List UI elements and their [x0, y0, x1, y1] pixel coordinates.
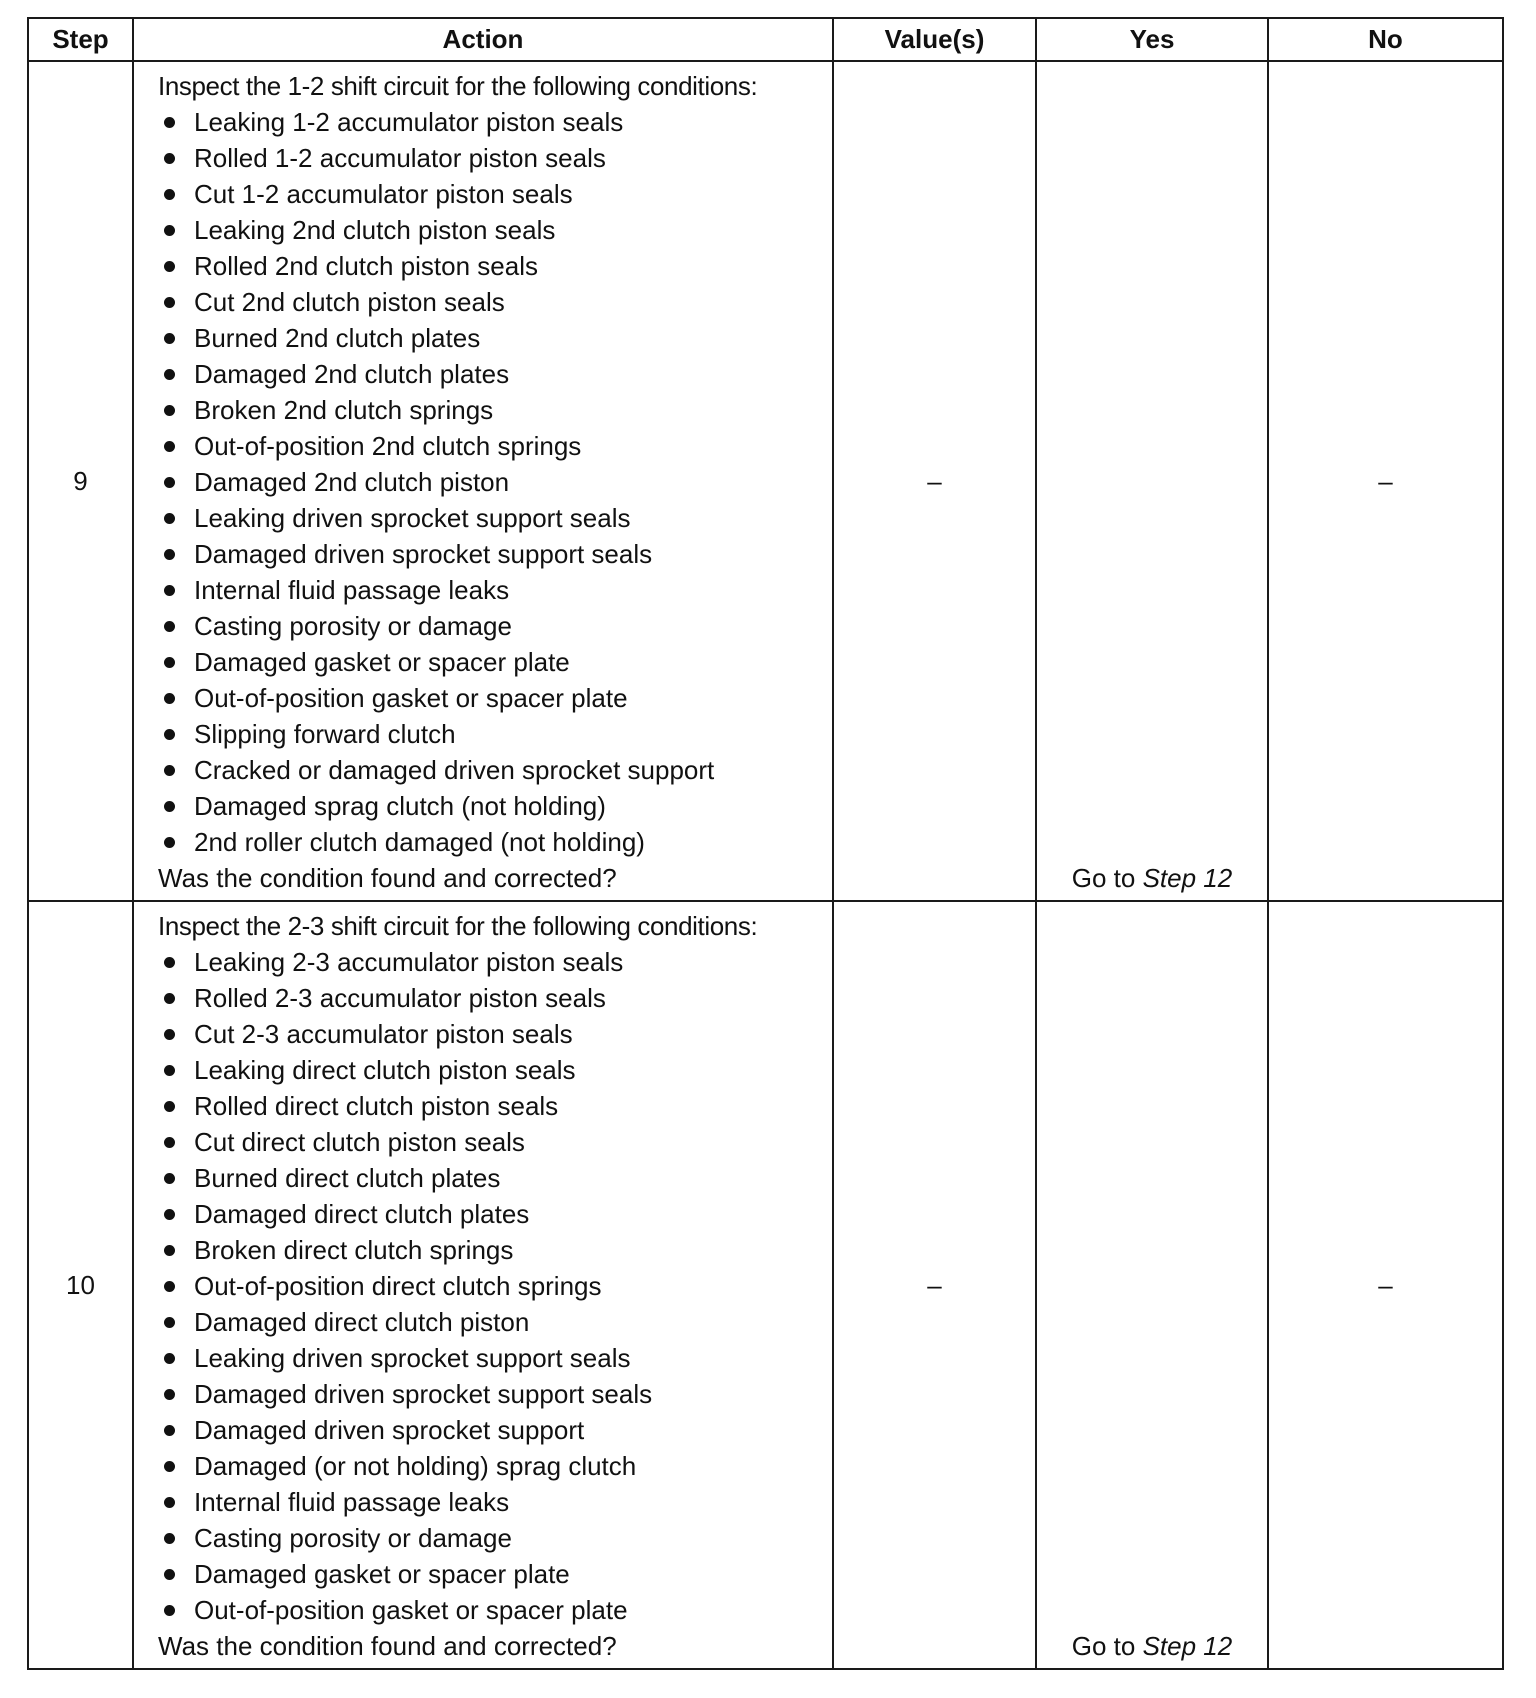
list-item	[158, 716, 822, 752]
condition-text: Damaged driven sprocket support	[194, 1415, 585, 1445]
condition-text: Cut 1-2 accumulator piston seals	[194, 179, 573, 209]
list-item	[158, 1016, 822, 1052]
bullet-icon	[164, 993, 175, 1004]
bullet-icon	[164, 261, 175, 272]
condition-text: Out-of-position gasket or spacer plate	[194, 1595, 628, 1625]
bullet-icon	[164, 1281, 175, 1292]
list-item	[158, 1052, 822, 1088]
bullet-icon	[164, 225, 175, 236]
condition-text: Damaged sprag clutch (not holding)	[194, 791, 606, 821]
condition-text: Casting porosity or damage	[194, 611, 512, 641]
bullet-icon	[164, 1389, 175, 1400]
list-item	[158, 248, 822, 284]
list-item	[158, 1556, 822, 1592]
list-item	[158, 1088, 822, 1124]
bullet-icon	[164, 333, 175, 344]
header-row	[28, 18, 1503, 61]
list-item	[158, 644, 822, 680]
condition-text: Leaking direct clutch piston seals	[194, 1055, 576, 1085]
bullet-icon	[164, 765, 175, 776]
bullet-icon	[164, 957, 175, 968]
no-cell: –	[1268, 61, 1503, 901]
list-item	[158, 1484, 822, 1520]
condition-text: Damaged driven sprocket support seals	[194, 539, 653, 569]
list-item	[158, 824, 822, 860]
list-item	[158, 1304, 822, 1340]
condition-text: Damaged direct clutch plates	[194, 1199, 530, 1229]
bullet-icon	[164, 189, 175, 200]
condition-text: Cut 2-3 accumulator piston seals	[194, 1019, 573, 1049]
action-question: Was the condition found and corrected?	[158, 1631, 617, 1661]
list-item	[158, 980, 822, 1016]
condition-text: Leaking driven sprocket support seals	[194, 503, 631, 533]
bullet-icon	[164, 1245, 175, 1256]
action-cell	[133, 901, 833, 1669]
condition-text: 2nd roller clutch damaged (not holding)	[194, 827, 645, 857]
yes-step-link: Step 12	[1142, 1631, 1233, 1661]
list-item	[158, 212, 822, 248]
list-item	[158, 140, 822, 176]
bullet-icon	[164, 585, 175, 596]
action-intro: Inspect the 2-3 shift circuit for the following conditions:	[158, 911, 758, 941]
list-item	[158, 752, 822, 788]
condition-text: Slipping forward clutch	[194, 719, 456, 749]
list-item	[158, 1124, 822, 1160]
bullet-icon	[164, 1569, 175, 1580]
list-item	[158, 1196, 822, 1232]
condition-text: Leaking 2-3 accumulator piston seals	[194, 947, 624, 977]
bullet-icon	[164, 1317, 175, 1328]
action-cell	[133, 61, 833, 901]
bullet-icon	[164, 801, 175, 812]
condition-text: Rolled 2nd clutch piston seals	[194, 251, 538, 281]
condition-text: Leaking driven sprocket support seals	[194, 1343, 631, 1373]
yes-cell	[1036, 901, 1268, 1669]
list-item	[158, 1268, 822, 1304]
yes-prefix: Go to	[1071, 1631, 1136, 1661]
values-cell: –	[833, 61, 1036, 901]
header-no: No	[1268, 18, 1503, 61]
header-yes: Yes	[1036, 18, 1268, 61]
condition-text: Internal fluid passage leaks	[194, 1487, 510, 1517]
bullet-icon	[164, 729, 175, 740]
condition-text: Damaged gasket or spacer plate	[194, 1559, 570, 1589]
bullet-icon	[164, 117, 175, 128]
list-item	[158, 1232, 822, 1268]
condition-text: Out-of-position direct clutch springs	[194, 1271, 602, 1301]
bullet-icon	[164, 369, 175, 380]
condition-text: Leaking 1-2 accumulator piston seals	[194, 107, 624, 137]
table-row	[28, 901, 1503, 1669]
bullet-icon	[164, 1173, 175, 1184]
bullet-icon	[164, 1209, 175, 1220]
yes-prefix: Go to	[1071, 863, 1136, 893]
list-item	[158, 536, 822, 572]
list-item	[158, 944, 822, 980]
list-item	[158, 176, 822, 212]
condition-text: Rolled 1-2 accumulator piston seals	[194, 143, 606, 173]
condition-text: Leaking 2nd clutch piston seals	[194, 215, 556, 245]
condition-text: Damaged 2nd clutch plates	[194, 359, 510, 389]
bullet-icon	[164, 153, 175, 164]
list-item	[158, 1592, 822, 1628]
condition-text: Out-of-position gasket or spacer plate	[194, 683, 628, 713]
condition-text: Cut 2nd clutch piston seals	[194, 287, 505, 317]
list-item	[158, 320, 822, 356]
condition-text: Burned direct clutch plates	[194, 1163, 501, 1193]
header-action: Action	[133, 18, 833, 61]
bullet-icon	[164, 657, 175, 668]
header-values: Value(s)	[833, 18, 1036, 61]
list-item	[158, 1412, 822, 1448]
bullet-icon	[164, 1461, 175, 1472]
condition-text: Damaged 2nd clutch piston	[194, 467, 510, 497]
bullet-icon	[164, 1137, 175, 1148]
bullet-icon	[164, 405, 175, 416]
condition-text: Burned 2nd clutch plates	[194, 323, 481, 353]
condition-text: Damaged gasket or spacer plate	[194, 647, 570, 677]
condition-list	[158, 104, 822, 860]
bullet-icon	[164, 1353, 175, 1364]
list-item	[158, 1340, 822, 1376]
condition-text: Broken direct clutch springs	[194, 1235, 514, 1265]
bullet-icon	[164, 1065, 175, 1076]
list-item	[158, 788, 822, 824]
condition-text: Damaged driven sprocket support seals	[194, 1379, 653, 1409]
list-item	[158, 500, 822, 536]
header-step: Step	[28, 18, 133, 61]
list-item	[158, 680, 822, 716]
list-item	[158, 572, 822, 608]
condition-text: Rolled 2-3 accumulator piston seals	[194, 983, 606, 1013]
bullet-icon	[164, 513, 175, 524]
list-item	[158, 356, 822, 392]
bullet-icon	[164, 1101, 175, 1112]
condition-text: Damaged direct clutch piston	[194, 1307, 530, 1337]
condition-text: Damaged (or not holding) sprag clutch	[194, 1451, 637, 1481]
condition-text: Rolled direct clutch piston seals	[194, 1091, 559, 1121]
diagnostic-table	[27, 17, 1504, 1670]
list-item	[158, 1520, 822, 1556]
bullet-icon	[164, 1425, 175, 1436]
condition-text: Out-of-position 2nd clutch springs	[194, 431, 582, 461]
yes-cell	[1036, 61, 1268, 901]
values-cell: –	[833, 901, 1036, 1669]
list-item	[158, 428, 822, 464]
condition-text: Casting porosity or damage	[194, 1523, 512, 1553]
condition-text: Cracked or damaged driven sprocket support	[194, 755, 715, 785]
bullet-icon	[164, 1605, 175, 1616]
list-item	[158, 1160, 822, 1196]
condition-text: Broken 2nd clutch springs	[194, 395, 494, 425]
bullet-icon	[164, 549, 175, 560]
table-row	[28, 61, 1503, 901]
no-cell: –	[1268, 901, 1503, 1669]
action-intro: Inspect the 1-2 shift circuit for the following conditions:	[158, 71, 758, 101]
bullet-icon	[164, 441, 175, 452]
list-item	[158, 284, 822, 320]
condition-text: Cut direct clutch piston seals	[194, 1127, 525, 1157]
bullet-icon	[164, 477, 175, 488]
list-item	[158, 464, 822, 500]
yes-step-link: Step 12	[1142, 863, 1233, 893]
list-item	[158, 1448, 822, 1484]
list-item	[158, 608, 822, 644]
bullet-icon	[164, 837, 175, 848]
step-number: 10	[28, 901, 133, 1669]
condition-text: Internal fluid passage leaks	[194, 575, 510, 605]
list-item	[158, 1376, 822, 1412]
action-question: Was the condition found and corrected?	[158, 863, 617, 893]
bullet-icon	[164, 1029, 175, 1040]
list-item	[158, 104, 822, 140]
bullet-icon	[164, 1497, 175, 1508]
bullet-icon	[164, 1533, 175, 1544]
list-item	[158, 392, 822, 428]
step-number: 9	[28, 61, 133, 901]
bullet-icon	[164, 297, 175, 308]
condition-list	[158, 944, 822, 1628]
bullet-icon	[164, 693, 175, 704]
bullet-icon	[164, 621, 175, 632]
